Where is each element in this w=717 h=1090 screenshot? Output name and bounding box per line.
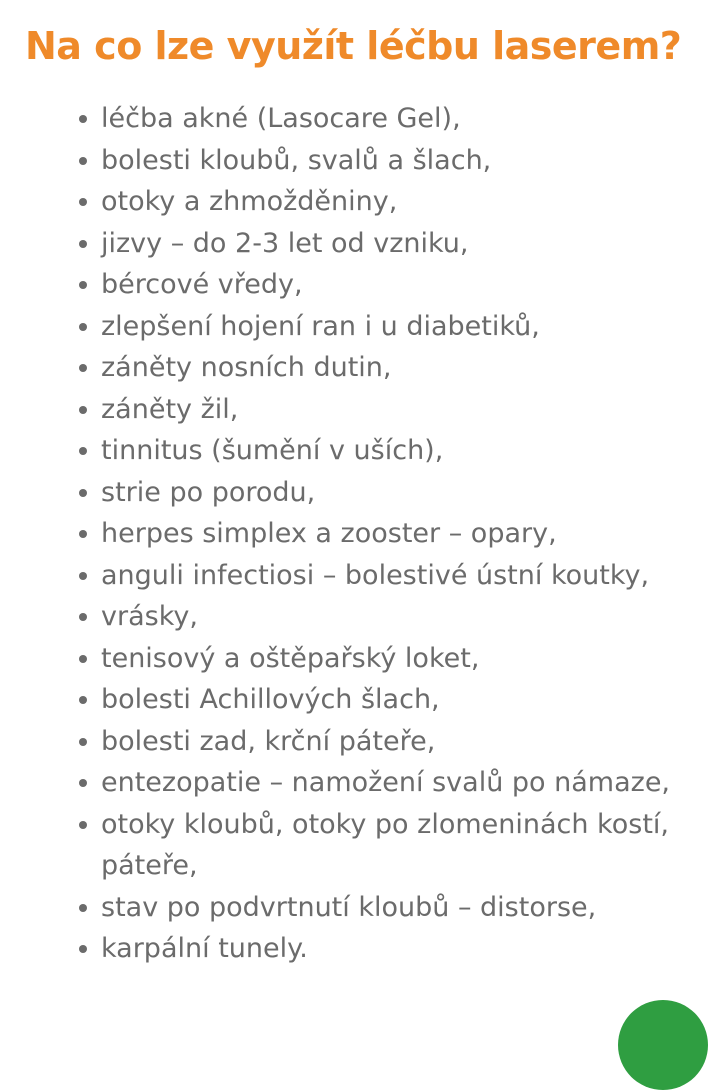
list-item-text: anguli infectiosi – bolestivé ústní koutky, <box>101 559 650 591</box>
bullet-icon <box>79 281 87 289</box>
bullet-icon <box>79 530 87 538</box>
list-item <box>101 98 717 140</box>
bullet-icon <box>79 240 87 248</box>
bullet-icon <box>79 364 87 372</box>
bullet-icon <box>79 447 87 455</box>
list-item <box>101 140 717 182</box>
fab-button[interactable] <box>618 1000 708 1090</box>
bullet-icon <box>79 821 87 829</box>
list-item <box>101 679 717 721</box>
list-item-text: strie po porodu, <box>101 476 316 508</box>
bullet-icon <box>79 572 87 580</box>
list-item-text: otoky kloubů, otoky po zlomeninách kostí, páteře, <box>101 808 669 881</box>
list-item-text: tenisový a oštěpařský loket, <box>101 642 480 674</box>
list-item-text: herpes simplex a zooster – opary, <box>101 518 557 549</box>
list-item <box>101 181 717 223</box>
bullet-icon <box>79 323 87 331</box>
bullet-icon <box>79 738 87 746</box>
list-item <box>101 887 717 929</box>
list-item <box>101 596 717 638</box>
bullet-icon <box>79 406 87 414</box>
list-item <box>101 638 717 680</box>
bullet-icon <box>79 655 87 663</box>
list-item <box>101 472 717 514</box>
bullet-icon <box>79 115 87 123</box>
list-item <box>101 721 717 763</box>
list-item-text: bolesti Achillových šlach, <box>101 684 440 715</box>
list-item-text: bolesti kloubů, svalů a šlach, <box>101 144 492 176</box>
list-item-text: entezopatie – namožení svalů po námaze, <box>101 767 671 798</box>
list-item <box>101 223 717 265</box>
list-item <box>101 264 717 306</box>
list-item-text: záněty žil, <box>101 393 239 425</box>
bullet-icon <box>79 904 87 912</box>
list-item <box>101 389 717 431</box>
list-item <box>101 762 717 804</box>
list-item-text: stav po podvrtnutí kloubů – distorse, <box>101 891 597 923</box>
list-item-text: bércové vředy, <box>101 269 303 300</box>
list-item-text: vrásky, <box>101 601 198 632</box>
bullet-icon <box>79 779 87 787</box>
list-item <box>101 513 717 555</box>
list-item <box>101 430 717 472</box>
list-item-text: karpální tunely. <box>101 933 308 964</box>
list-item-text: otoky a zhmožděniny, <box>101 186 398 217</box>
bullet-icon <box>79 157 87 165</box>
bullet-icon <box>79 945 87 953</box>
list-item-text: léčba akné (Lasocare Gel), <box>101 103 461 134</box>
conditions-list <box>0 98 717 970</box>
bullet-icon <box>79 198 87 206</box>
list-item <box>101 928 717 970</box>
list-item <box>101 804 717 887</box>
list-item-text: záněty nosních dutin, <box>101 352 392 383</box>
list-item-text: jizvy – do 2-3 let od vzniku, <box>101 227 469 259</box>
list-item <box>101 555 717 597</box>
list-item <box>101 347 717 389</box>
page <box>0 24 717 1024</box>
list-item <box>101 306 717 348</box>
list-item-text: bolesti zad, krční páteře, <box>101 725 436 757</box>
bullet-icon <box>79 613 87 621</box>
list-item-text: zlepšení hojení ran i u diabetiků, <box>101 310 540 342</box>
bullet-icon <box>79 489 87 497</box>
page-title: Na co lze využít léčbu laserem? <box>25 24 682 68</box>
list-item-text: tinnitus (šumění v uších), <box>101 435 444 466</box>
bullet-icon <box>79 696 87 704</box>
